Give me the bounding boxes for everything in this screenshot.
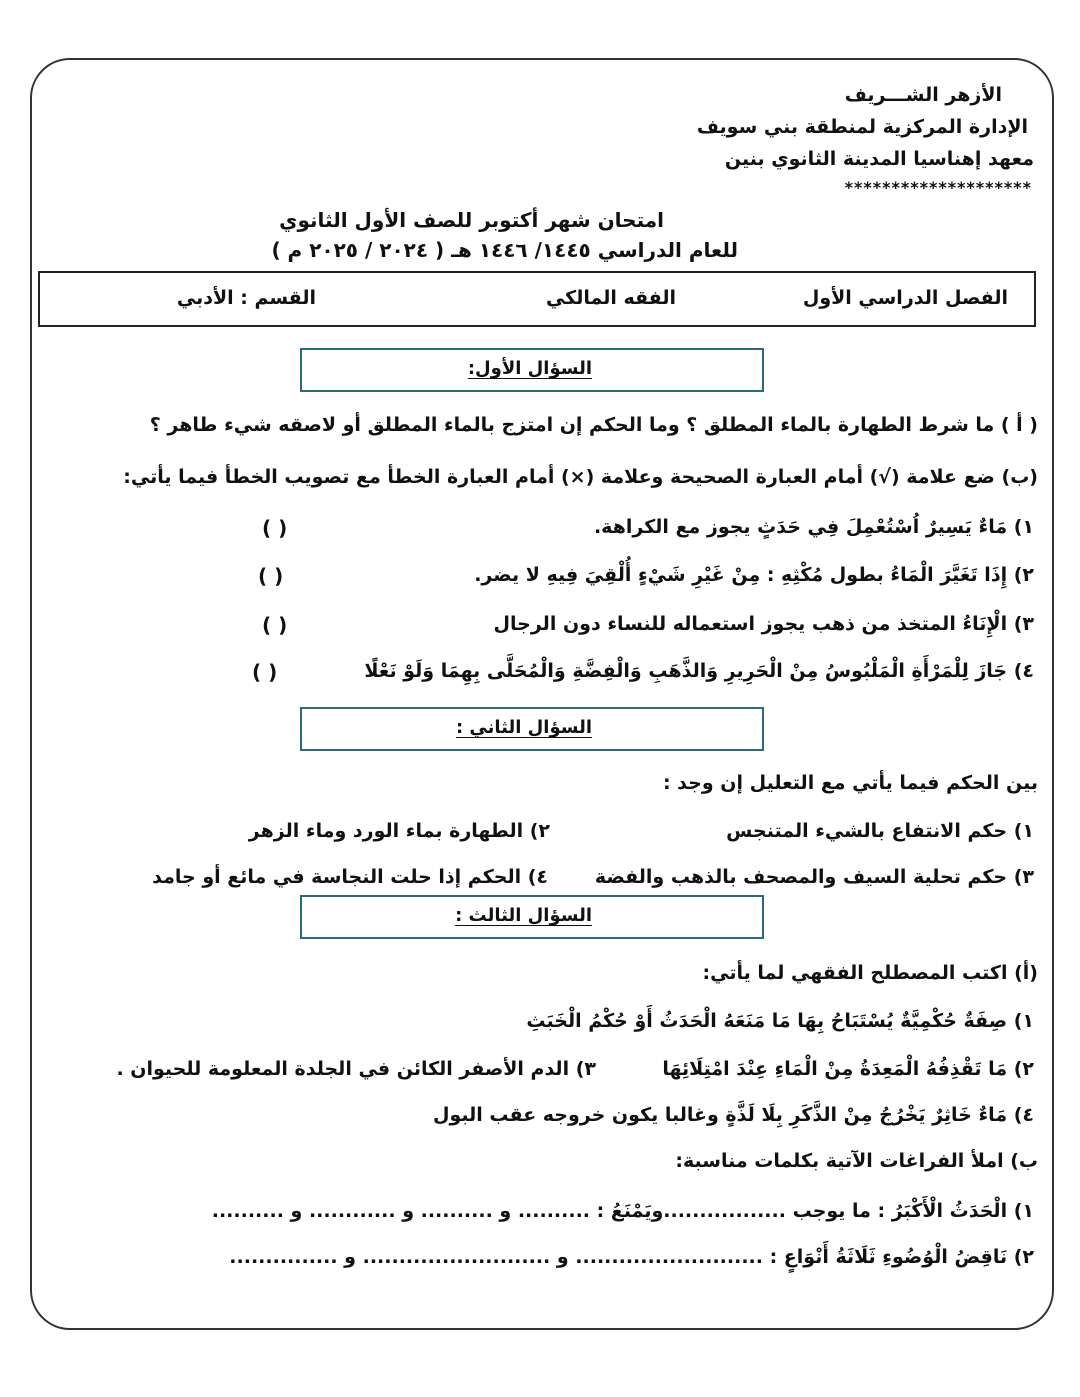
question-2-heading: السؤال الثاني : [455,717,592,738]
question-1-part-a: ( أ ) ما شرط الطهارة بالماء المطلق ؟ وما الحكم إن امتزج بالماء المطلق أو لاصقه شيء طاهر ؟ [149,414,1038,436]
exam-title: امتحان شهر أكتوبر للصف الأول الثانوي [279,208,664,232]
q3-fill-2: ٢) نَاقِضُ الْوُضُوءِ ثَلَاثَةُ أَنْوَاعٍ : .......................... و .......................... و ............... [229,1246,1034,1268]
q3-term-1: ١) صِفَةٌ حُكْمِيَّةٌ يُسْتَبَاحُ بِهَا مَا مَنَعَهُ الْحَدَثُ أَوْ حُكْمُ الْخَبَثِ [526,1010,1034,1032]
q1-statement-3: ٣) الْإِنَاءُ المتخذ من ذهب يجوز استعماله للنساء دون الرجال [493,613,1034,635]
question-1-heading: السؤال الأول: [467,358,592,379]
q1-statement-4: ٤) جَازَ لِلْمَرْأَةِ الْمَلْبُوسُ مِنْ الْحَرِيرِ وَالذَّهَبِ وَالْفِضَّةِ وَالْمُحَلَّى بِهِمَا وَلَوْ نَعْلًا [364,660,1034,682]
question-2-heading-box [300,707,764,751]
answer-parentheses: ( ) [262,516,288,540]
q2-item-2: ٢) الطهارة بماء الورد وماء الزهر [248,820,550,842]
q2-item-1: ١) حكم الانتفاع بالشيء المتنجس [726,820,1034,842]
question-3-heading: السؤال الثالث : [455,905,592,926]
question-3-part-b: ب) املأ الفراغات الآتية بكلمات مناسبة: [675,1150,1038,1172]
academic-year: للعام الدراسي ١٤٤٥/ ١٤٤٦ هـ ( ٢٠٢٤ / ٢٠٢٥ م ) [271,238,738,262]
q3-term-3: ٣) الدم الأصفر الكائن في الجلدة المعلومة للحيوان . [116,1058,596,1080]
section-label: القسم : الأدبي [176,287,316,309]
question-3-part-a: (أ) اكتب المصطلح الفقهي لما يأتي: [702,962,1038,984]
header-stars: ******************** [844,178,1032,197]
answer-parentheses: ( ) [262,613,288,637]
term-label: الفصل الدراسي الأول [802,287,1008,309]
header-institution: الأزهر الشـــريف [844,84,1002,106]
answer-parentheses: ( ) [258,564,284,588]
header-institute: معهد إهناسيا المدينة الثانوي بنين [724,148,1034,170]
q1-statement-2: ٢) إِذَا تَغَيَّرَ الْمَاءُ بطول مُكْثِهِ : مِنْ غَيْرِ شَيْءٍ أُلْقِيَ فِيهِ لا يضر. [474,564,1034,586]
q2-item-3: ٣) حكم تحلية السيف والمصحف بالذهب والفضة [594,866,1034,888]
question-2-intro: بين الحكم فيما يأتي مع التعليل إن وجد : [662,772,1038,794]
q1-statement-1: ١) مَاءٌ يَسِيرٌ اُسْتُعْمِلَ فِي حَدَثٍ يجوز مع الكراهة. [593,516,1034,538]
question-1-heading-box [300,348,764,392]
q3-term-2: ٢) مَا تَقْذِفُهُ الْمَعِدَةُ مِنْ الْمَاءِ عِنْدَ امْتِلَائِهَا [662,1058,1034,1080]
question-3-heading-box [300,895,764,939]
q3-term-4: ٤) مَاءٌ خَاثِرٌ يَخْرُجُ مِنْ الذَّكَرِ بِلَا لَذَّةٍ وغالبا يكون خروجه عقب البول [432,1104,1034,1126]
subject-label: الفقه المالكي [545,287,676,309]
question-1-part-b: (ب) ضع علامة (√) أمام العبارة الصحيحة وعلامة (×) أمام العبارة الخطأ مع تصويب الخطأ فيما يأتي: [123,466,1038,488]
q2-item-4: ٤) الحكم إذا حلت النجاسة في مائع أو جامد [152,866,548,888]
q3-fill-1: ١) الْحَدَثُ الْأَكْبَرُ : ما يوجب .................ويَمْنَعُ : .......... و .......... و ............ و .......... [211,1200,1034,1222]
exam-info-box [38,271,1036,327]
header-administration: الإدارة المركزية لمنطقة بني سويف [696,116,1028,138]
answer-parentheses: ( ) [252,660,278,684]
